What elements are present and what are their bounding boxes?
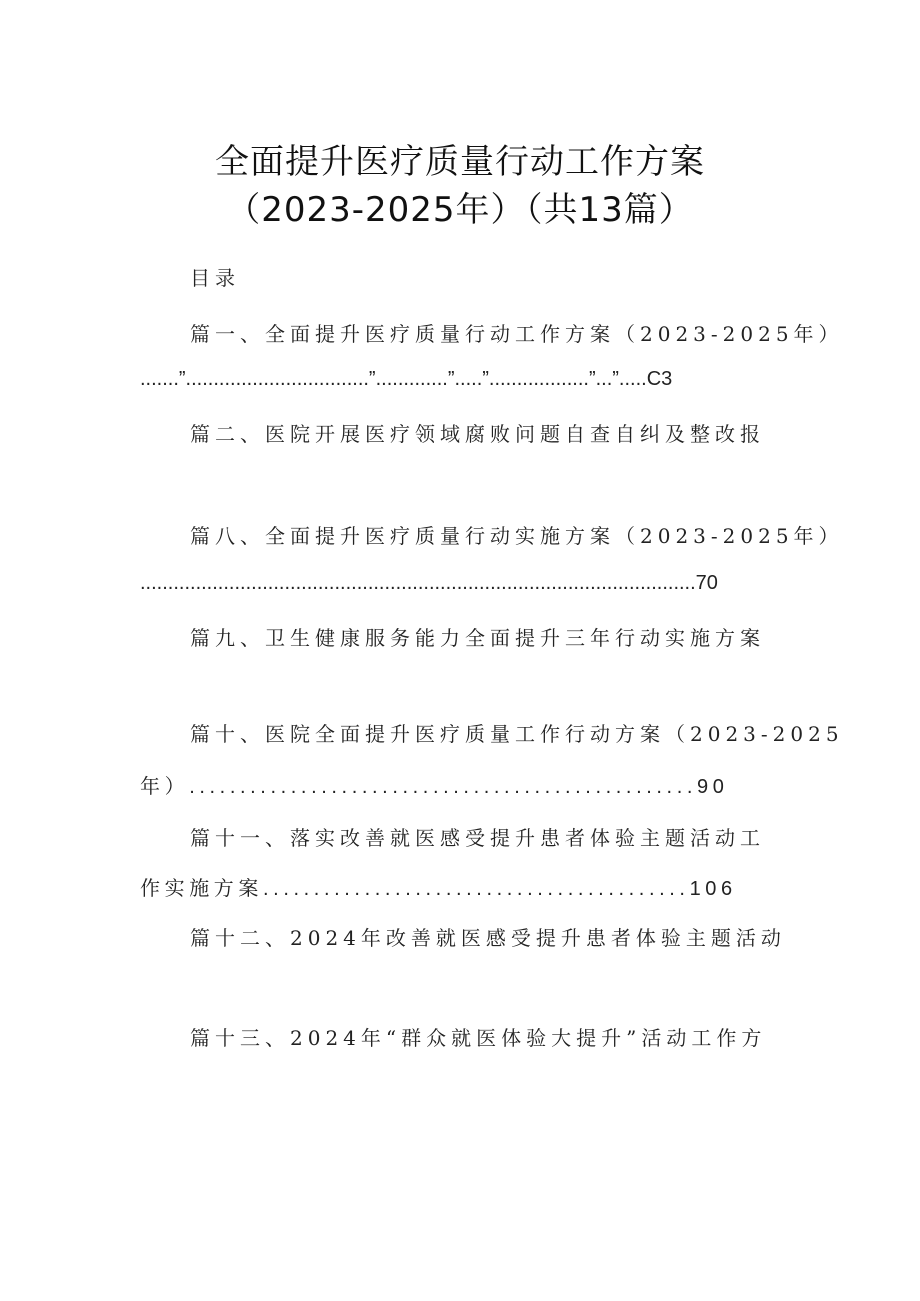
doc-title-line2: （2023-2025年）（共13篇） (226, 190, 694, 230)
toc-entry-1[interactable]: 篇一、全面提升医疗质量行动工作方案（2023-2025年） (190, 322, 844, 346)
toc-entry-8-leader: ....................................................................................................70 (140, 572, 718, 594)
toc-entry-10-cont: 年）..................................................90 (140, 776, 729, 798)
toc-entry-1-leader: .......”.................................”.............”.....”..................”...”.....C3 (140, 368, 673, 390)
toc-heading: 目录 (190, 266, 240, 290)
toc-entry-11[interactable]: 篇十一、落实改善就医感受提升患者体验主题活动工 (190, 826, 765, 850)
toc-entry-2[interactable]: 篇二、医院开展医疗领域腐败问题自查自纠及整改报 (190, 422, 765, 446)
toc-entry-12[interactable]: 篇十二、2024年改善就医感受提升患者体验主题活动 (190, 926, 786, 950)
toc-entry-9[interactable]: 篇九、卫生健康服务能力全面提升三年行动实施方案 (190, 626, 765, 650)
toc-entry-11-cont: 作实施方案..........................................106 (140, 878, 737, 900)
toc-entry-8[interactable]: 篇八、全面提升医疗质量行动实施方案（2023-2025年） (190, 524, 844, 548)
toc-entry-13[interactable]: 篇十三、2024年“群众就医体验大提升”活动工作方 (190, 1026, 767, 1050)
doc-title-line1: 全面提升医疗质量行动工作方案 (215, 142, 705, 182)
toc-entry-10[interactable]: 篇十、医院全面提升医疗质量工作行动方案（2023-2025 (190, 722, 844, 746)
